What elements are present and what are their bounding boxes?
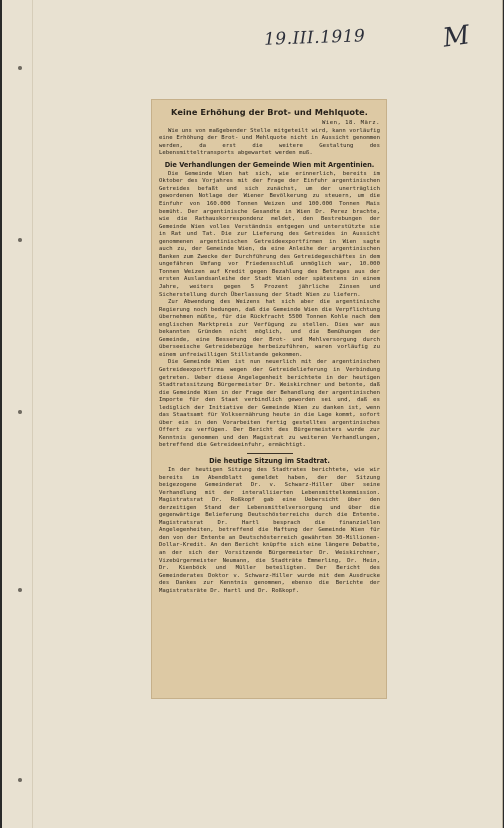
clipping-dateline: Wien, 18. März. xyxy=(321,120,380,126)
handwritten-date: 19.III.1919 xyxy=(263,26,366,50)
binding-hole xyxy=(18,66,22,70)
binding-hole xyxy=(18,778,22,782)
clipping-headline: Keine Erhöhung der Brot- und Mehlquote. xyxy=(171,107,368,117)
handwritten-initials: M xyxy=(441,20,472,54)
binding-hole xyxy=(18,410,22,414)
article-paragraph: Die Gemeinde Wien hat sich, wie erinnerlich, bereits im Oktober des Vorjahres mit der Frage der Einfuhr argentinischen Getreides befaßt und sich zunächst, um der unerträglich gewordenen Notlage der Wiener Bevölkerung zu steuern, um die Einfuhr von 160.000 Tonnen Weizen und 100.000 Tonnen Mais bemüht. Der argentinische Gesandte in Wien Dr. Perez brachte, wie die Rathauskorrespondenz meldet, den Bestrebungen der Gemeinde Wien volles Verständnis entgegen und unterstützte sie in Rat und Tat. Die zur Lieferung des Getreides in Aussicht genommenen argentinischen Getreideexportfirmen in Wien sagte auch zu, der Gemeinde Wien, da eine Anleihe der argentinischen Banken zum Zwecke der Durchführung des Getreidegeschäftes in dem ungefähren Umfang vor Friedensschluß unmöglich war, 10.000 Tonnen Weizen auf Kredit gegen Bezahlung des Betrages aus der ersten Auslandsanleihe der Stadt Wien oder spätestens in einem Jahre, weiters gegen 5 Prozent jährliche Zinsen und Sicherstellung durch Überlassung der Stadt Wien zu liefern. xyxy=(159,170,380,298)
section-divider xyxy=(247,453,293,454)
article-paragraph: Die Gemeinde Wien ist nun neuerlich mit der argentinischen Getreideexportfirma wegen der Getreidelieferung in Verbindung getreten. Ueber diese Angelegenheit berichtete in der heutigen Stadtratssitzung Bürgermeister Dr. Weiskirchner und betonte, daß die Gemeinde Wien in der Frage der Behandlung der argentinischen Importe für den Staat verbindlich geworden sei und, daß es lediglich der Initiative der Gemeinde Wien zu danken ist, wenn das Staatsamt für Volksernährung heute in die Lage kommt, sofort über ein in den Vorarbeiten fertig gestelltes argentinisches Offert zu verfügen. Der Bericht des Bürgermeisters wurde zur Kenntnis genommen und den Magistrat zu weiteren Verhandlungen, betreffend die Getreideeinfuhr, ermächtigt. xyxy=(159,359,380,449)
section-title: Die heutige Sitzung im Stadtrat. xyxy=(209,457,330,466)
article-paragraph: Zur Abwendung des Weizens hat sich aber die argentinische Regierung noch bedungen, daß die Gemeinde Wien die Verpflichtung übernehmen müßte, für die Rückfracht 5500 Tonnen Kohle nach dem englischen Marktpreis zur Verfügung zu stellen. Dies war aus bekannten Gründen nicht möglich, und die Bemühungen der Gemeinde, eine Besserung der Brot- und Mehlversorgung durch überseeische Getreidebezüge herbeizuführen, waren vorläufig zu einem unfreiwilligen Stillstande gekommen. xyxy=(159,299,380,358)
article-paragraph: In der heutigen Sitzung des Stadtrates berichtete, wie wir bereits im Abendblatt gemeldet haben, der der Sitzung beigezogene Gemeinderat Dr. v. Schwarz-Hiller über seine Verhandlung mit der interalliierten Lebensmittelkommission. Magistratsrat Dr. Roßkopf gab eine Uebersicht über den derzeitigen Stand der Lebensmittelversorgung und über die gegenwärtige Belieferung Deutschösterreichs durch die Entente. Magistratsrat Dr. Hartl besprach die finanziellen Angelegenheiten, betreffend die Haftung der Gemeinde Wien für den von der Entente an Deutschösterreich gewährten 30-Millionen-Dollar-Kredit. An den Bericht knüpfte sich eine längere Debatte, an der sich der Vorsitzende Bürgermeister Dr. Weiskirchner, Vizebürgermeister Neumann, die Stadträte Emmerling, Dr. Hein, Dr. Kienböck und Müller beteiligten. Der Bericht des Gemeinderates Doktor v. Schwarz-Hiller wurde mit dem Ausdrucke des Dankes zur Kenntnis genommen, ebenso die Berichte der Magistratsräte Dr. Hartl und Dr. Roßkopf. xyxy=(159,467,380,594)
binding-gutter xyxy=(32,0,33,828)
archive-sheet xyxy=(2,0,503,828)
newspaper-clipping xyxy=(152,100,386,698)
lead-paragraph: Wie uns von maßgebender Stelle mitgeteilt wird, kann vorläufig eine Erhöhung der Brot- und Mehlquote nicht in Aussicht genommen werden, da erst die weitere Gestaltung des Lebensmitteltransports abgewartet werden muß. xyxy=(159,127,380,157)
section-title: Die Verhandlungen der Gemeinde Wien mit Argentinien. xyxy=(164,160,375,169)
binding-hole xyxy=(18,588,22,592)
binding-hole xyxy=(18,238,22,242)
